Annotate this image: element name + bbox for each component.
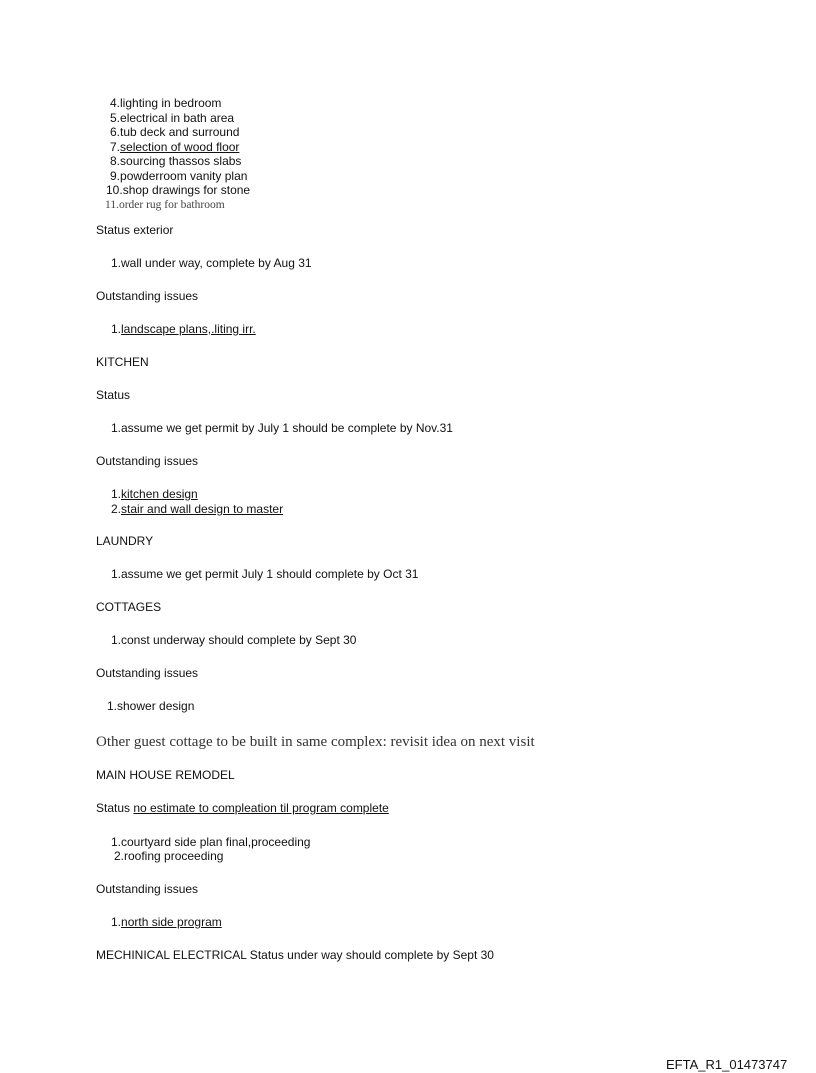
list-item: 1.landscape plans,.liting irr. bbox=[111, 322, 256, 336]
list-item: 8.sourcing thassos slabs bbox=[110, 154, 242, 168]
section-heading: Outstanding issues bbox=[96, 666, 199, 680]
list-item: 2.stair and wall design to master bbox=[111, 502, 284, 516]
document-id: EFTA_R1_01473747 bbox=[666, 1057, 788, 1072]
guest-cottage-note: Other guest cottage to be built in same complex: revisit idea on next visit bbox=[96, 734, 535, 750]
section-heading: COTTAGES bbox=[96, 600, 162, 614]
list-item: 1.north side program bbox=[111, 915, 222, 929]
section-heading: MAIN HOUSE REMODEL bbox=[96, 768, 235, 782]
list-item: 1.kitchen design bbox=[111, 487, 198, 501]
list-item: 1.wall under way, complete by Aug 31 bbox=[111, 256, 312, 270]
list-item: 4.lighting in bedroom bbox=[110, 96, 222, 110]
section-heading: LAUNDRY bbox=[96, 534, 154, 548]
section-heading: Outstanding issues bbox=[96, 882, 199, 896]
section-heading: Status bbox=[96, 388, 131, 402]
list-item: 1.courtyard side plan final,proceeding bbox=[111, 835, 311, 849]
list-item: 9.powderroom vanity plan bbox=[110, 169, 248, 183]
list-item: 1.assume we get permit by July 1 should be complete by Nov.31 bbox=[111, 421, 453, 435]
list-item: 5.electrical in bath area bbox=[110, 111, 235, 125]
list-item: 1.shower design bbox=[107, 699, 195, 713]
list-item: 6.tub deck and surround bbox=[110, 125, 240, 139]
list-item: 11.order rug for bathroom bbox=[105, 199, 225, 211]
list-item: 7.selection of wood floor bbox=[110, 140, 240, 154]
section-heading: Outstanding issues bbox=[96, 289, 199, 303]
mechanical-status-line: MECHINICAL ELECTRICAL Status under way should complete by Sept 30 bbox=[96, 948, 494, 962]
section-heading: Outstanding issues bbox=[96, 454, 199, 468]
status-line: Status no estimate to compleation til program complete bbox=[96, 801, 389, 815]
list-item: 1.const underway should complete by Sept 30 bbox=[111, 633, 357, 647]
list-item: 1.assume we get permit July 1 should complete by Oct 31 bbox=[111, 567, 419, 581]
list-item: 2.roofing proceeding bbox=[114, 849, 224, 863]
list-item: 10.shop drawings for stone bbox=[106, 183, 251, 197]
section-heading: KITCHEN bbox=[96, 355, 149, 369]
section-heading: Status exterior bbox=[96, 223, 174, 237]
